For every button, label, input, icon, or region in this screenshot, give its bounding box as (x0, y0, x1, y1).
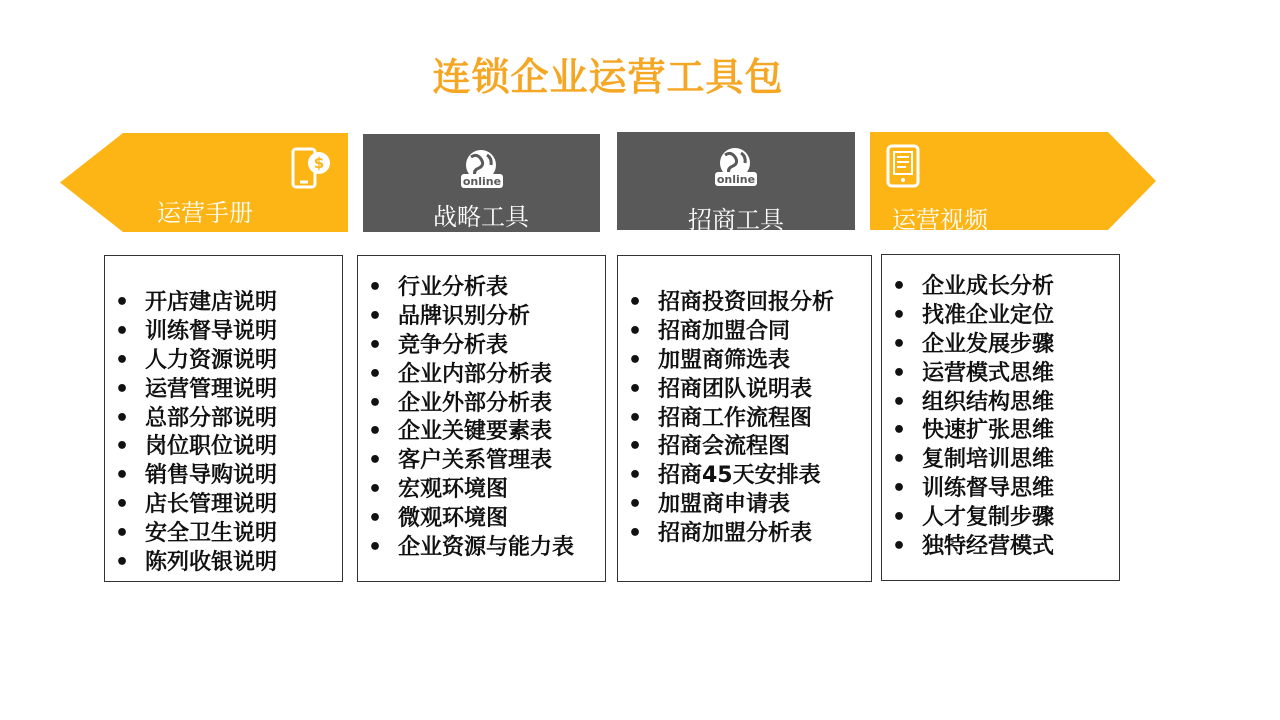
list-item: • 招商加盟合同 (618, 318, 834, 347)
header-operations-video (870, 132, 1156, 234)
list-item: • 运营管理说明 (105, 376, 277, 405)
list-box-operations-video (881, 254, 1120, 581)
tablet-icon (886, 144, 922, 192)
list-item: • 人力资源说明 (105, 347, 277, 376)
list-item: • 竞争分析表 (358, 332, 574, 361)
list-item: • 加盟商申请表 (618, 491, 834, 520)
list-item: • 品牌识别分析 (358, 303, 574, 332)
list-item: • 企业发展步骤 (882, 331, 1054, 360)
list-item: • 找准企业定位 (882, 302, 1054, 331)
list-item: • 复制培训思维 (882, 446, 1054, 475)
header-franchise-tools (617, 132, 855, 234)
svg-text:online: online (462, 175, 502, 188)
phone-dollar-icon (290, 145, 334, 197)
header-label: 运营手册 (157, 199, 253, 227)
list-item: • 人才复制步骤 (882, 504, 1054, 533)
list-box-franchise-tools (617, 255, 872, 582)
item-list (618, 289, 834, 549)
list-item: • 陈列收银说明 (105, 549, 277, 578)
list-item: • 宏观环境图 (358, 476, 574, 505)
list-item: • 加盟商筛选表 (618, 347, 834, 376)
list-item: • 训练督导说明 (105, 318, 277, 347)
item-list (882, 273, 1054, 562)
list-item: • 行业分析表 (358, 274, 574, 303)
list-item: • 招商45天安排表 (618, 462, 834, 491)
list-item: • 开店建店说明 (105, 289, 277, 318)
header-operations-manual (60, 133, 348, 232)
globe-online-icon (713, 145, 759, 193)
list-item: • 总部分部说明 (105, 405, 277, 434)
list-item: • 店长管理说明 (105, 491, 277, 520)
list-item: • 销售导购说明 (105, 462, 277, 491)
item-list (358, 274, 574, 563)
header-strategy-tools (363, 134, 600, 232)
list-item: • 微观环境图 (358, 505, 574, 534)
list-item: • 运营模式思维 (882, 360, 1054, 389)
list-item: • 招商加盟分析表 (618, 520, 834, 549)
list-item: • 客户关系管理表 (358, 447, 574, 476)
list-item: • 招商团队说明表 (618, 376, 834, 405)
svg-text:$: $ (313, 154, 325, 172)
header-label: 战略工具 (433, 203, 529, 231)
page-title: 连锁企业运营工具包 (432, 55, 784, 99)
list-item: • 独特经营模式 (882, 533, 1054, 562)
list-box-strategy-tools (357, 255, 606, 582)
header-label: 运营视频 (892, 206, 988, 234)
list-item: • 快速扩张思维 (882, 417, 1054, 446)
list-item: • 岗位职位说明 (105, 433, 277, 462)
list-item: • 企业资源与能力表 (358, 534, 574, 563)
item-list (105, 289, 277, 578)
list-item: • 组织结构思维 (882, 389, 1054, 418)
list-item: • 训练督导思维 (882, 475, 1054, 504)
svg-text:online: online (716, 173, 756, 186)
list-item: • 招商会流程图 (618, 433, 834, 462)
list-item: • 企业外部分析表 (358, 390, 574, 419)
list-item: • 招商工作流程图 (618, 405, 834, 434)
list-item: • 招商投资回报分析 (618, 289, 834, 318)
header-label: 招商工具 (688, 206, 784, 234)
list-box-operations-manual (104, 255, 343, 582)
list-item: • 企业关键要素表 (358, 418, 574, 447)
list-item: • 安全卫生说明 (105, 520, 277, 549)
list-item: • 企业成长分析 (882, 273, 1054, 302)
globe-online-icon (459, 147, 505, 195)
list-item: • 企业内部分析表 (358, 361, 574, 390)
